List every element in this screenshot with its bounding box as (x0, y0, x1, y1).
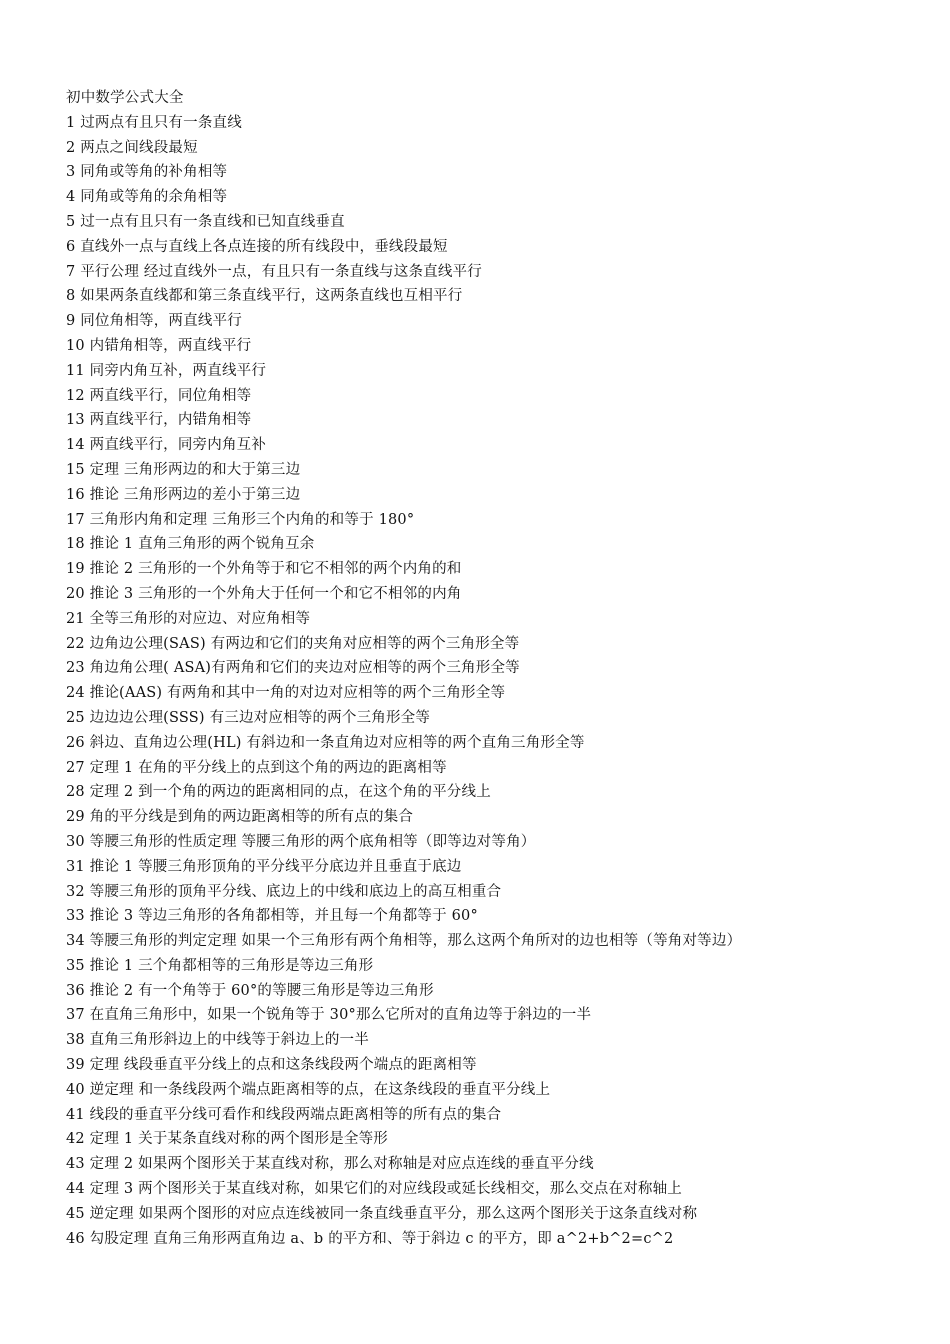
formula-line: 40 逆定理 和一条线段两个端点距离相等的点，在这条线段的垂直平分线上 (66, 1081, 551, 1098)
formula-line: 29 角的平分线是到角的两边距离相等的所有点的集合 (66, 809, 414, 826)
formula-line: 32 等腰三角形的顶角平分线、底边上的中线和底边上的高互相重合 (66, 883, 502, 900)
formula-line: 46 勾股定理 直角三角形两直角边 a、b 的平方和、等于斜边 c 的平方，即 a^2+b^2=c^2 (66, 1230, 674, 1247)
formula-line: 11 同旁内角互补，两直线平行 (66, 362, 267, 379)
formula-line: 10 内错角相等，两直线平行 (66, 337, 252, 354)
formula-line: 34 等腰三角形的判定定理 如果一个三角形有两个角相等，那么这两个角所对的边也相等（等角对等边） (66, 933, 742, 950)
formula-line: 31 推论 1 等腰三角形顶角的平分线平分底边并且垂直于底边 (66, 858, 462, 875)
formula-list (66, 111, 926, 1252)
formula-line: 17 三角形内角和定理 三角形三个内角的和等于 180° (66, 511, 415, 528)
formula-line: 37 在直角三角形中，如果一个锐角等于 30°那么它所对的直角边等于斜边的一半 (66, 1007, 592, 1024)
formula-line: 3 同角或等角的补角相等 (66, 164, 228, 181)
formula-line: 22 边角边公理(SAS) 有两边和它们的夹角对应相等的两个三角形全等 (66, 635, 520, 652)
formula-line: 33 推论 3 等边三角形的各角都相等，并且每一个角都等于 60° (66, 908, 478, 925)
formula-line: 1 过两点有且只有一条直线 (66, 114, 242, 131)
formula-line: 4 同角或等角的余角相等 (66, 189, 228, 206)
document-title: 初中数学公式大全 (66, 90, 184, 106)
formula-line: 20 推论 3 三角形的一个外角大于任何一个和它不相邻的内角 (66, 585, 462, 602)
formula-line: 26 斜边、直角边公理(HL) 有斜边和一条直角边对应相等的两个直角三角形全等 (66, 734, 585, 751)
formula-line: 12 两直线平行，同位角相等 (66, 387, 252, 404)
formula-line: 14 两直线平行，同旁内角互补 (66, 437, 267, 454)
formula-line: 28 定理 2 到一个角的两边的距离相同的点，在这个角的平分线上 (66, 784, 491, 801)
formula-line: 39 定理 线段垂直平分线上的点和这条线段两个端点的距离相等 (66, 1057, 477, 1074)
formula-line: 8 如果两条直线都和第三条直线平行，这两条直线也互相平行 (66, 288, 463, 305)
formula-line: 35 推论 1 三个角都相等的三角形是等边三角形 (66, 957, 374, 974)
formula-line: 25 边边边公理(SSS) 有三边对应相等的两个三角形全等 (66, 709, 431, 726)
formula-line: 23 角边角公理( ASA)有两角和它们的夹边对应相等的两个三角形全等 (66, 660, 520, 677)
formula-line: 9 同位角相等，两直线平行 (66, 313, 242, 330)
formula-line: 2 两点之间线段最短 (66, 139, 198, 156)
formula-line: 36 推论 2 有一个角等于 60°的等腰三角形是等边三角形 (66, 982, 434, 999)
formula-line: 6 直线外一点与直线上各点连接的所有线段中，垂线段最短 (66, 238, 448, 255)
formula-line: 21 全等三角形的对应边、对应角相等 (66, 610, 311, 627)
formula-line: 18 推论 1 直角三角形的两个锐角互余 (66, 536, 315, 553)
formula-line: 45 逆定理 如果两个图形的对应点连线被同一条直线垂直平分，那么这两个图形关于这条直线对称 (66, 1205, 698, 1222)
formula-line: 42 定理 1 关于某条直线对称的两个图形是全等形 (66, 1131, 389, 1148)
formula-line: 5 过一点有且只有一条直线和已知直线垂直 (66, 213, 345, 230)
formula-line: 30 等腰三角形的性质定理 等腰三角形的两个底角相等（即等边对等角） (66, 833, 536, 850)
formula-line: 7 平行公理 经过直线外一点，有且只有一条直线与这条直线平行 (66, 263, 482, 280)
formula-line: 24 推论(AAS) 有两角和其中一角的对边对应相等的两个三角形全等 (66, 685, 506, 702)
formula-line: 43 定理 2 如果两个图形关于某直线对称，那么对称轴是对应点连线的垂直平分线 (66, 1156, 594, 1173)
document-page (66, 86, 926, 1251)
formula-line: 38 直角三角形斜边上的中线等于斜边上的一半 (66, 1032, 369, 1049)
formula-line: 19 推论 2 三角形的一个外角等于和它不相邻的两个内角的和 (66, 561, 462, 578)
formula-line: 16 推论 三角形两边的差小于第三边 (66, 486, 301, 503)
formula-line: 15 定理 三角形两边的和大于第三边 (66, 461, 301, 478)
formula-line: 41 线段的垂直平分线可看作和线段两端点距离相等的所有点的集合 (66, 1106, 502, 1123)
formula-line: 44 定理 3 两个图形关于某直线对称，如果它们的对应线段或延长线相交，那么交点在对称轴上 (66, 1181, 682, 1198)
formula-line: 13 两直线平行，内错角相等 (66, 412, 252, 429)
formula-line: 27 定理 1 在角的平分线上的点到这个角的两边的距离相等 (66, 759, 447, 776)
